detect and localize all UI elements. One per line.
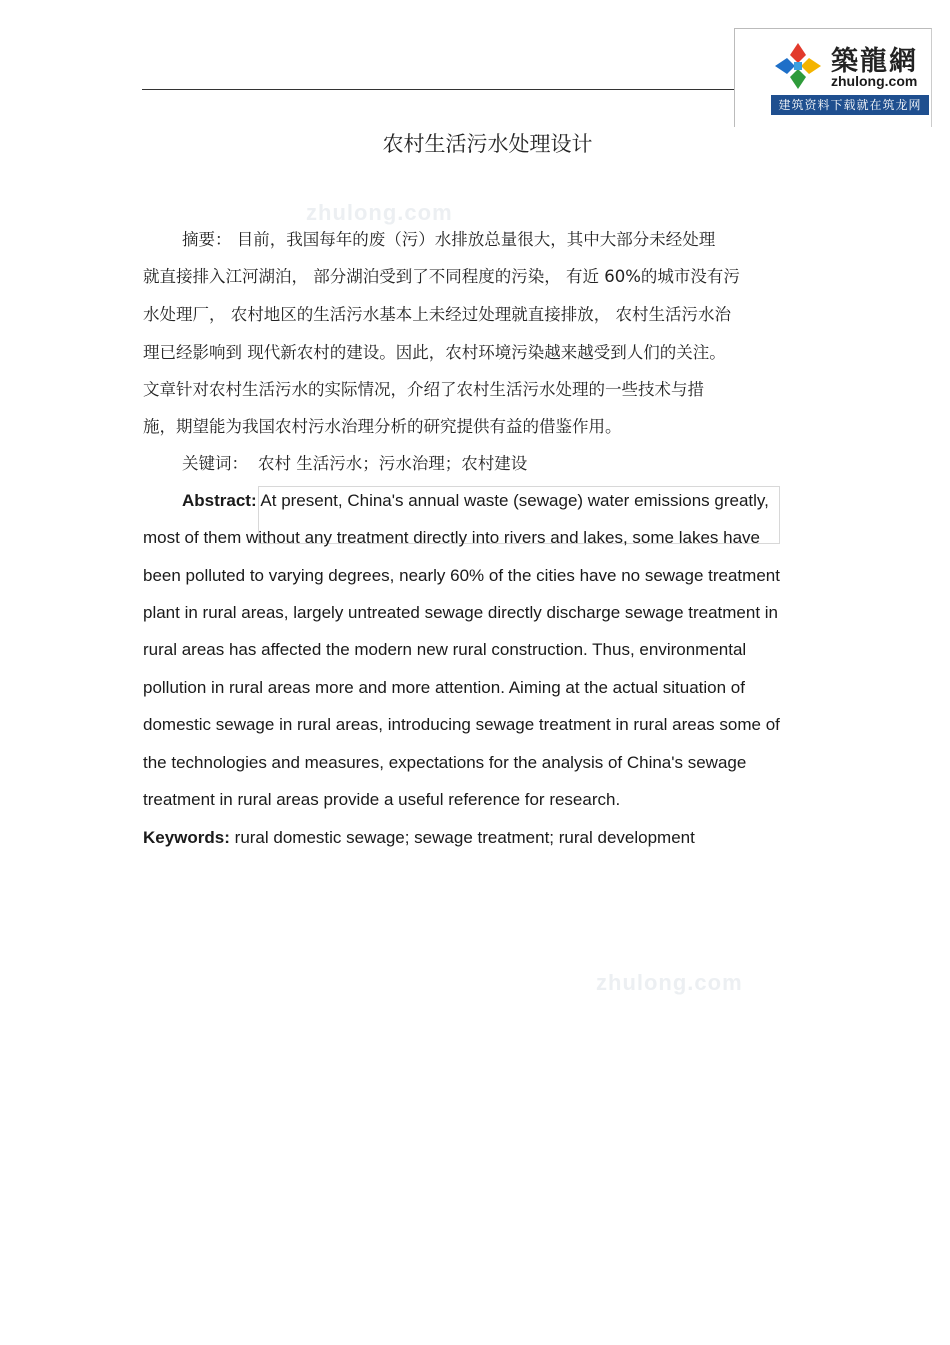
abstract-cn-line: 就直接排入江河湖泊， 部分湖泊受到了不同程度的污染， 有近 60%的城市没有污 [143, 267, 740, 286]
abstract-en-line: most of them without any treatment directly into rivers and lakes, some lakes have [143, 528, 760, 547]
abstract-cn-line: 文章针对农村生活污水的实际情况，介绍了农村生活污水处理的一些技术与措 [143, 380, 704, 399]
keywords-cn-label: 关键词： [182, 454, 248, 473]
abstract-en-text: At present, China's annual waste (sewage) water emissions greatly, [256, 491, 769, 510]
abstract-en-line: treatment in rural areas provide a useful reference for research. [143, 790, 621, 809]
abstract-en-first-line [182, 491, 769, 511]
keywords-en [143, 828, 695, 848]
watermark: zhulong.com [306, 200, 453, 225]
abstract-en-line: domestic sewage in rural areas, introducing sewage treatment in rural areas some of [143, 715, 780, 734]
keywords-cn-value: 农村 生活污水；污水治理；农村建设 [258, 454, 528, 473]
abstract-cn-line: 理已经影响到 现代新农村的建设。因此，农村环境污染越来越受到人们的关注。 [143, 343, 726, 362]
abstract-en-line: plant in rural areas, largely untreated sewage directly discharge sewage treatment in [143, 603, 779, 622]
logo-pinwheel-icon [773, 41, 823, 91]
logo-banner: 建筑资料下载就在筑龙网 [771, 95, 929, 115]
keywords-en-label: Keywords: [143, 828, 230, 847]
abstract-en-line: pollution in rural areas more and more attention. Aiming at the actual situation of [143, 678, 745, 697]
abstract-cn-line: 摘要： 目前，我国每年的废（污）水排放总量很大，其中大部分未经处理 [182, 230, 716, 249]
watermark: zhulong.com [596, 970, 743, 995]
abstract-en-line: the technologies and measures, expectations for the analysis of China's sewage [143, 753, 747, 772]
document-title: 农村生活污水处理设计 [382, 132, 593, 156]
logo-chinese-text: 築龍網 [831, 46, 918, 77]
keywords-cn [182, 450, 527, 474]
keywords-en-value: rural domestic sewage; sewage treatment; rural development [234, 828, 695, 847]
site-logo[interactable] [734, 28, 932, 127]
abstract-en-line: rural areas has affected the modern new rural construction. Thus, environmental [143, 640, 747, 659]
logo-domain-text: zhulong.com [831, 73, 918, 89]
abstract-en-label: Abstract: [182, 491, 257, 510]
abstract-cn-line: 施，期望能为我国农村污水治理分析的研究提供有益的借鉴作用。 [143, 417, 622, 436]
abstract-en-line: been polluted to varying degrees, nearly 60% of the cities have no sewage treatment [143, 566, 780, 585]
abstract-cn-line: 水处理厂， 农村地区的生活污水基本上未经过处理就直接排放， 农村生活污水治 [143, 305, 731, 324]
header-rule [142, 89, 740, 90]
